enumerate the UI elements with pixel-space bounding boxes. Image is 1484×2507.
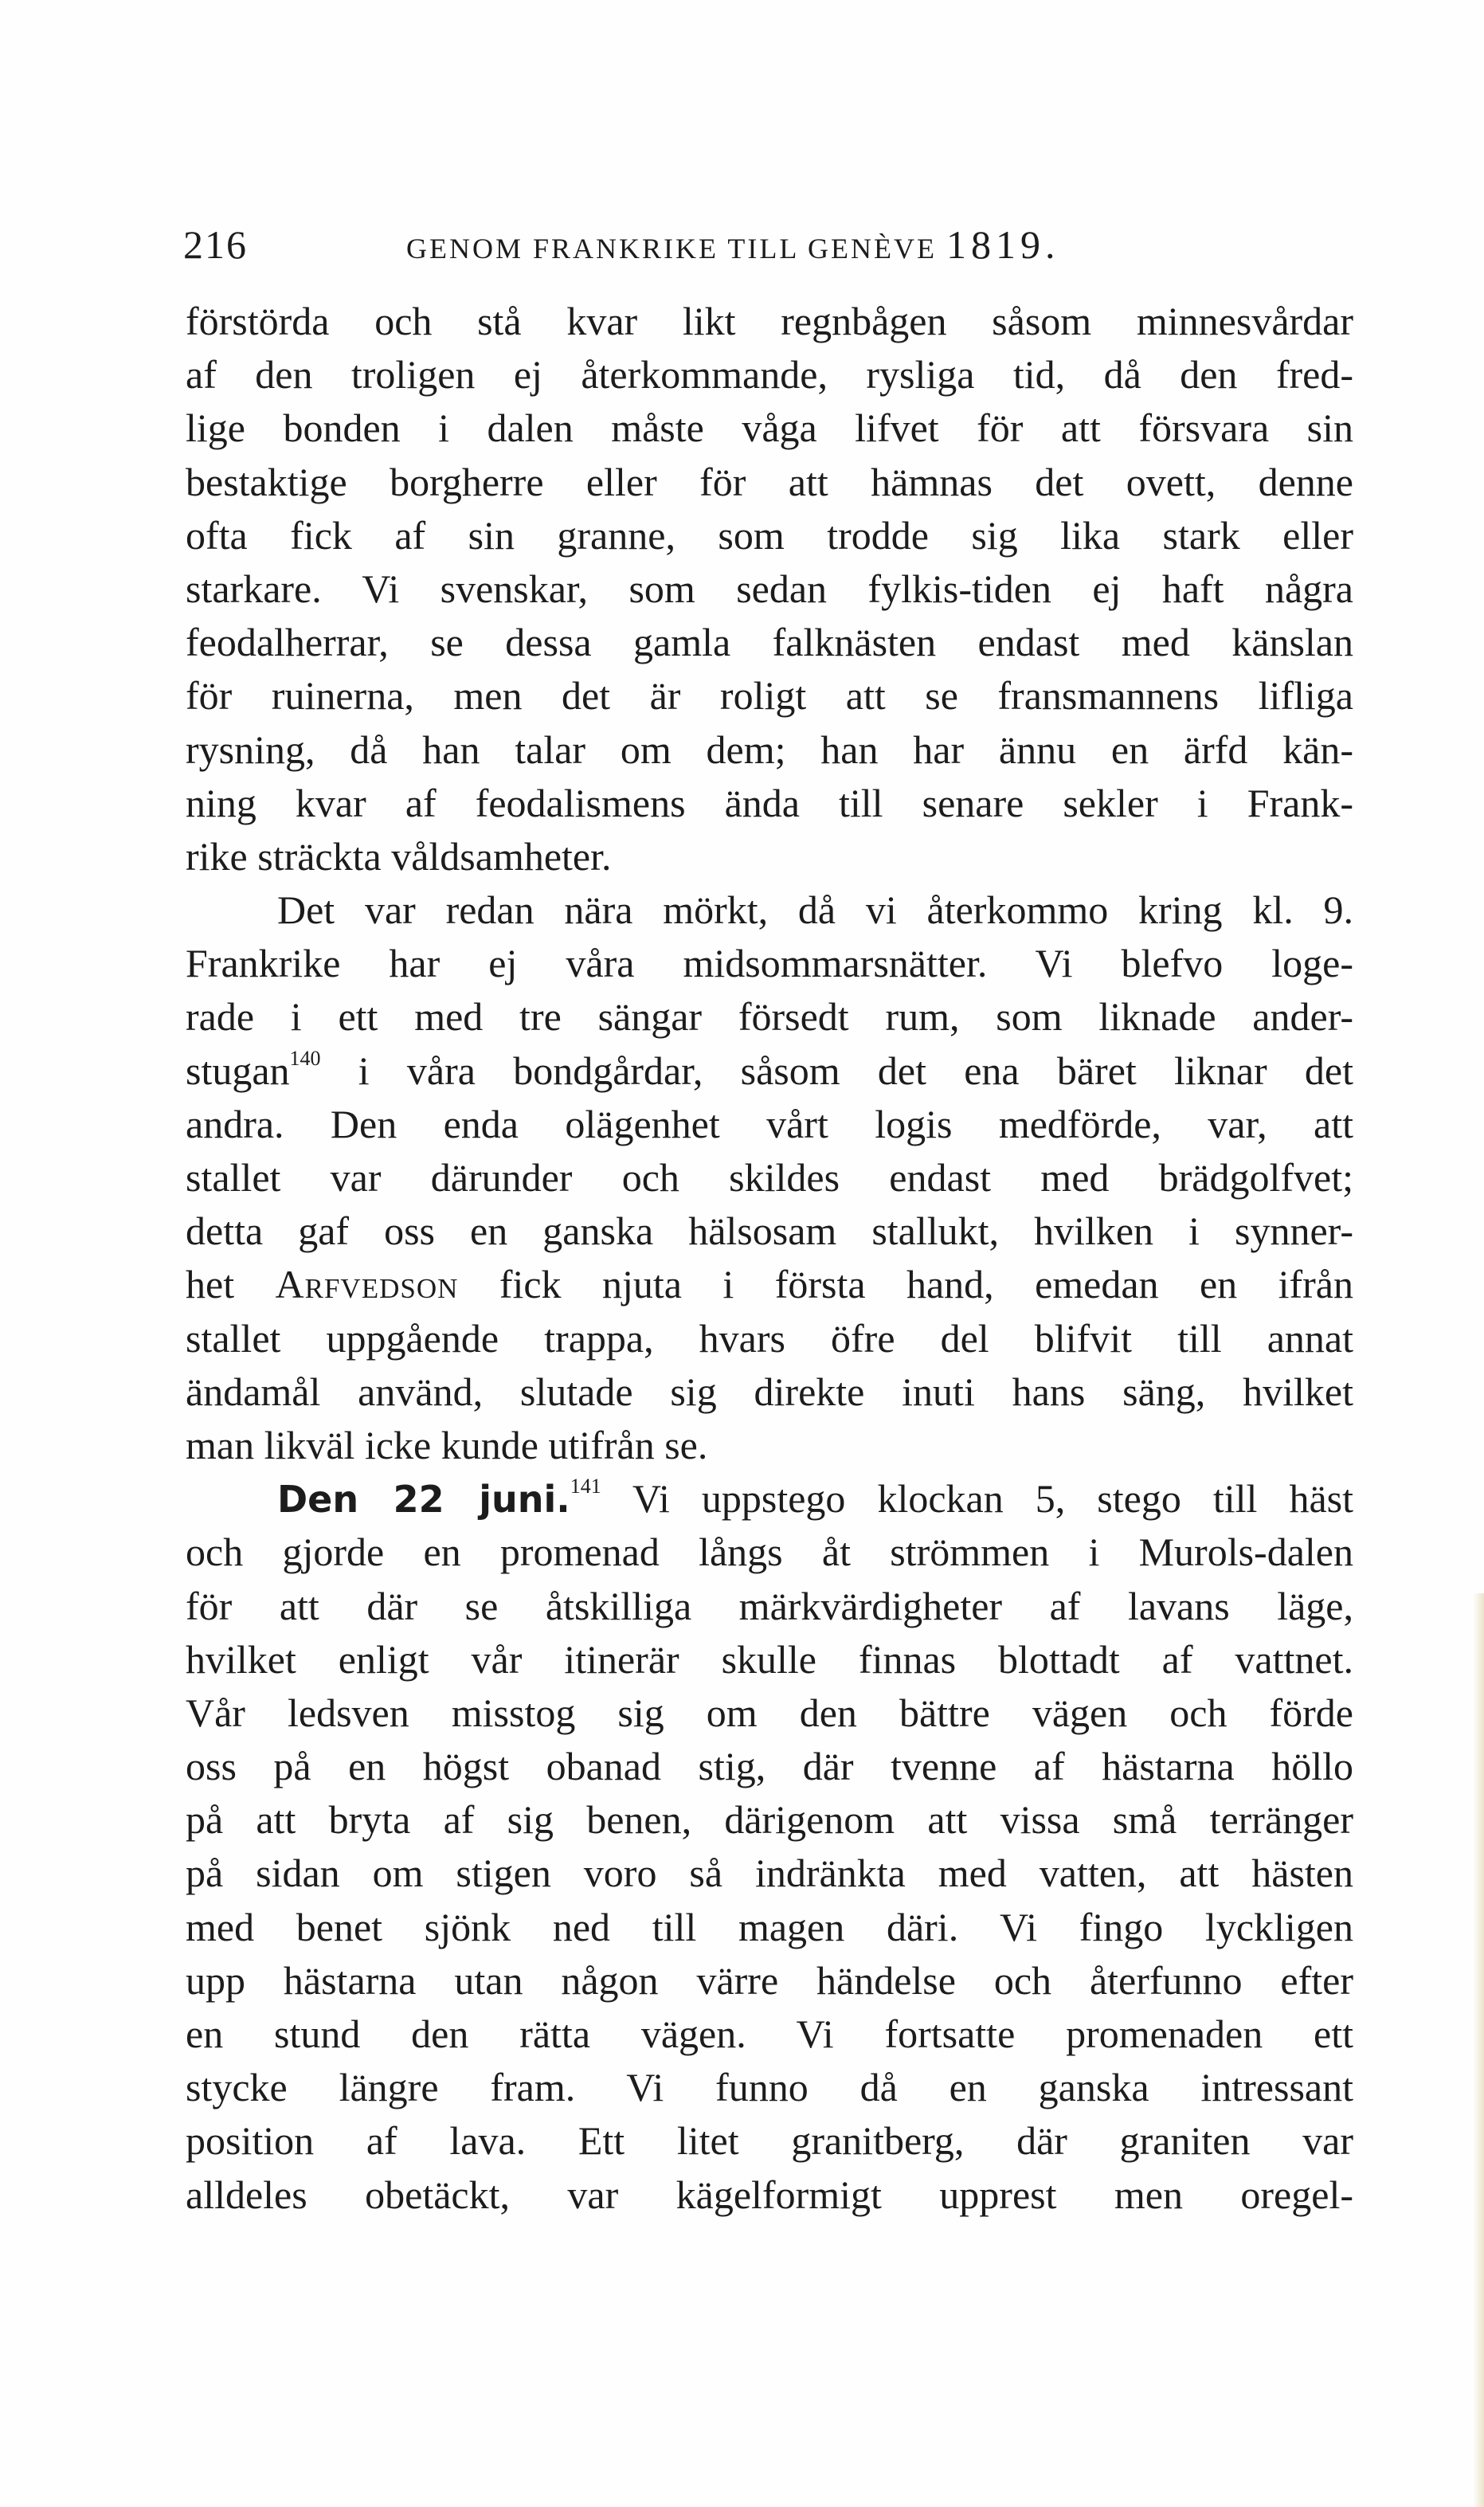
text-line: feodalherrar, se dessa gamla falknästen endast med känslan xyxy=(186,620,1353,665)
text-line: rike sträckta våldsamheter. xyxy=(186,833,612,879)
text-line: förstörda och stå kvar likt regnbågen såsom minnesvårdar xyxy=(186,299,1353,343)
line-rest: fick njuta i första hand, emedan en ifrån xyxy=(458,1262,1353,1307)
running-head xyxy=(183,217,1351,272)
text-line: Frankrike har ej våra midsommarsnätter. Vi blefvo loge- xyxy=(186,941,1353,986)
text-line: detta gaf oss en ganska hälsosam stallukt, hvilken i synner- xyxy=(186,1208,1353,1254)
line-start: het xyxy=(186,1262,276,1307)
text-line: starkare. Vi svenskar, som sedan fylkis-tiden ej haft några xyxy=(186,566,1353,611)
text-line: position af lava. Ett litet granitberg, där graniten var xyxy=(186,2118,1353,2164)
footnote-ref-140: 140 xyxy=(289,1046,321,1070)
running-title-text: GENOM FRANKRIKE TILL GENÈVE xyxy=(406,233,937,264)
text-line: upp hästarna utan någon värre händelse och återfunno efter xyxy=(186,1957,1353,2003)
text-line: af den troligen ej återkommande, rysliga tid, då den fred- xyxy=(186,352,1353,398)
text-line: Det var redan nära mörkt, då vi återkommo kring kl. 9. xyxy=(277,887,1353,933)
word-andersugan: stugan xyxy=(186,1048,290,1093)
text-line: för ruinerna, men det är roligt att se fransmannens lifliga xyxy=(186,673,1353,719)
text-line: alldeles obetäckt, var kägelformigt upprest men oregel- xyxy=(186,2172,1353,2217)
text-line: och gjorde en promenad långs åt strömmen i Murols-dalen xyxy=(186,1530,1353,1575)
text-line: lige bonden i dalen måste våga lifvet för att försvara sin xyxy=(186,405,1353,451)
person-name: Arfvedson xyxy=(275,1262,459,1307)
text-line: hvilket enligt vår itinerär skulle finnas blottadt af vattnet. xyxy=(186,1636,1353,1682)
page-edge-shading xyxy=(1473,1593,1484,2507)
text-line: på sidan om stigen voro så indränkta med vatten, att hästen xyxy=(186,1851,1353,1896)
text-line: man likväl icke kunde utifrån se. xyxy=(186,1422,708,1467)
page-number: 216 xyxy=(183,222,248,267)
text-line: ofta fick af sin granne, som trodde sig lika stark eller xyxy=(186,512,1353,558)
text-line: rysning, då han talar om dem; han har ännu en ärfd kän- xyxy=(186,727,1353,772)
text-line: stallet var därunder och skildes endast med brädgolfvet; xyxy=(186,1155,1353,1200)
text-line: stycke längre fram. Vi funno då en ganska intressant xyxy=(186,2065,1353,2110)
text-line: Vår ledsven misstog sig om den bättre vägen och förde xyxy=(186,1690,1353,1735)
text-line: med benet sjönk ned till magen däri. Vi fingo lyckligen xyxy=(186,1904,1353,1949)
text-line: oss på en högst obanad stig, där tvenne af hästarna höllo xyxy=(186,1744,1353,1789)
body-text xyxy=(186,295,1353,2222)
text-line: stallet uppgående trappa, hvars öfre del blifvit till annat xyxy=(186,1315,1353,1361)
running-title-year: 1819. xyxy=(946,222,1060,267)
text-line: för att där se åtskilliga märkvärdigheter af lavans läge, xyxy=(186,1583,1353,1628)
line-rest: i våra bondgårdar, såsom det ena bäret liknar det xyxy=(320,1048,1353,1093)
text-line: andra. Den enda olägenhet vårt logis medförde, var, att xyxy=(186,1101,1353,1146)
running-title xyxy=(406,217,1059,276)
text-line: på att bryta af sig benen, därigenom att vissa små terränger xyxy=(186,1797,1353,1843)
date-heading: Den 22 juni. xyxy=(277,1478,570,1522)
text-line xyxy=(186,1258,1353,1311)
text-line xyxy=(186,1472,1353,1526)
line-rest: Vi uppstego klockan 5, stego till häst xyxy=(601,1476,1353,1522)
text-line: en stund den rätta vägen. Vi fortsatte promenaden ett xyxy=(186,2011,1353,2056)
text-line xyxy=(186,1044,1353,1098)
text-line: rade i ett med tre sängar försedt rum, som liknade ander- xyxy=(186,994,1353,1040)
text-line: bestaktige borgherre eller för att hämnas det ovett, denne xyxy=(186,459,1353,504)
text-line: ning kvar af feodalismens ända till senare sekler i Frank- xyxy=(186,780,1353,825)
footnote-ref-141: 141 xyxy=(570,1475,601,1498)
text-line: ändamål använd, slutade sig direkte inuti hans säng, hvilket xyxy=(186,1369,1353,1414)
